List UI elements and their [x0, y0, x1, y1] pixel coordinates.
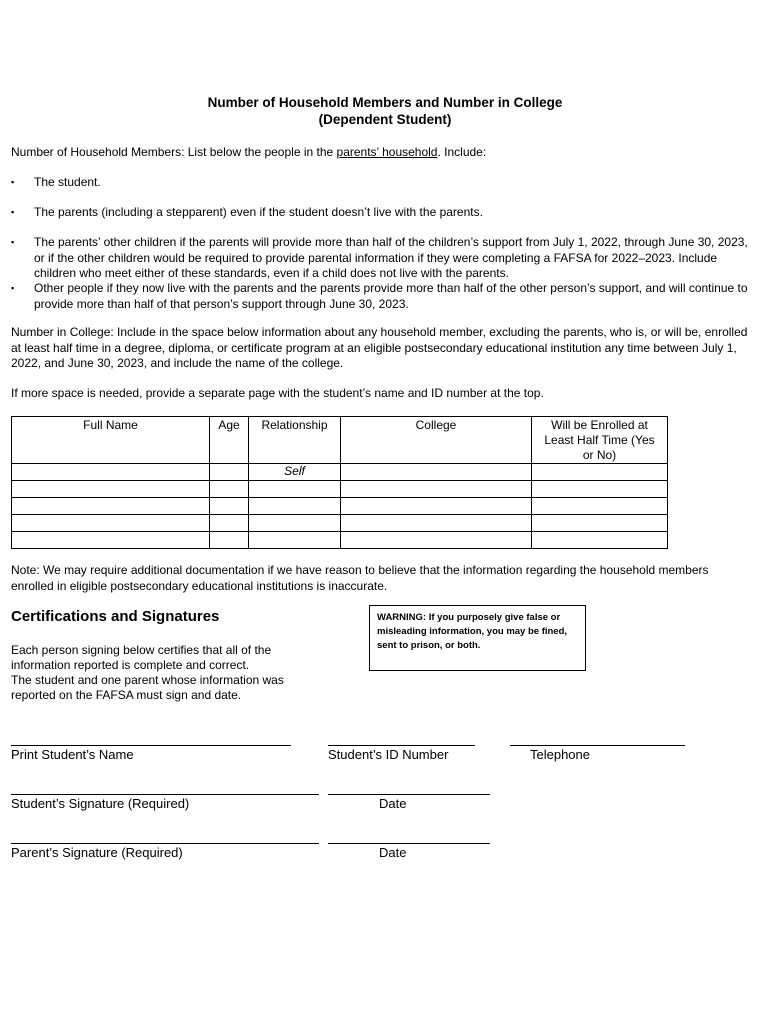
cell-enrolled[interactable] [532, 498, 668, 515]
cell-relationship[interactable] [249, 532, 341, 549]
cell-college[interactable] [341, 515, 532, 532]
cell-enrolled[interactable] [532, 532, 668, 549]
household-intro-prefix: Number of Household Members: List below the people in the [11, 145, 337, 159]
cell-relationship[interactable] [249, 481, 341, 498]
bullet-item-student: The student. [34, 175, 101, 189]
cell-full-name[interactable] [12, 515, 210, 532]
cell-full-name[interactable] [12, 481, 210, 498]
bullet-marker: ▪ [11, 207, 15, 217]
cell-college[interactable] [341, 481, 532, 498]
cell-age[interactable] [210, 464, 249, 481]
parents-household-link: parents’ household [336, 145, 438, 159]
telephone-line[interactable] [510, 745, 685, 746]
cell-full-name[interactable] [12, 498, 210, 515]
cell-age[interactable] [210, 515, 249, 532]
cell-age[interactable] [210, 498, 249, 515]
student-id-line[interactable] [328, 745, 475, 746]
cell-relationship[interactable] [249, 515, 341, 532]
header-relationship: Relationship [249, 417, 341, 464]
table-header-row [12, 417, 668, 464]
bullet-item-other-children: The parents’ other children if the parents will provide more than half of the children’s support from July 1, 2022, through June 30, 2023, or if the other children would be required to provide parental information if they were completing a FAFSA for 2022–2023. Include children who meet either of these standards, even if a child does not live with the parents. [34, 235, 748, 280]
student-date-line[interactable] [328, 794, 490, 795]
header-age: Age [210, 417, 249, 464]
print-student-name-label: Print Student’s Name [11, 747, 134, 762]
number-in-college-paragraph: Number in College: Include in the space below information about any household member, excluding the parents, who is, or will be, enrolled at least half time in a degree, diploma, or certificate program at an eligible postsecondary educational institution any time between July 1, 2022, and June 30, 2023, and include the name of the college. [11, 325, 748, 370]
certifications-heading: Certifications and Signatures [11, 608, 220, 625]
cell-full-name[interactable] [12, 532, 210, 549]
student-id-label: Student’s ID Number [328, 747, 449, 762]
cell-college[interactable] [341, 532, 532, 549]
space-note: If more space is needed, provide a separate page with the student’s name and ID number at the top. [11, 386, 544, 400]
cell-college[interactable] [341, 464, 532, 481]
cell-college[interactable] [341, 498, 532, 515]
bullet-marker: ▪ [11, 283, 15, 293]
bullet-item-other-people: Other people if they now live with the parents and the parents provide more than half of the other person’s support, and will continue to provide more than half of that person’s support through June 30, 2023. [34, 281, 748, 311]
household-intro [11, 145, 751, 161]
form-title-line2: (Dependent Student) [318, 112, 452, 127]
documentation-note: Note: We may require additional documentation if we have reason to believe that the information regarding the household members enrolled in eligible postsecondary educational institutions is inaccurate. [11, 563, 709, 593]
telephone-label: Telephone [530, 747, 590, 762]
cell-full-name[interactable] [12, 464, 210, 481]
household-intro-suffix: . Include: [437, 145, 487, 159]
cell-enrolled[interactable] [532, 464, 668, 481]
certification-statement: Each person signing below certifies that all of the information reported is complete and correct. [11, 643, 272, 672]
cell-enrolled[interactable] [532, 515, 668, 532]
bullet-marker: ▪ [11, 177, 15, 187]
cell-relationship: Self [249, 464, 341, 481]
student-date-label: Date [379, 796, 407, 811]
cell-enrolled[interactable] [532, 481, 668, 498]
student-signature-label: Student’s Signature (Required) [11, 796, 190, 811]
table-row [12, 464, 668, 481]
bullet-item-parents: The parents (including a stepparent) even if the student doesn’t live with the parents. [34, 205, 483, 219]
parent-signature-line[interactable] [11, 843, 319, 844]
bullet-marker: ▪ [11, 237, 15, 247]
cell-age[interactable] [210, 481, 249, 498]
table-row [12, 481, 668, 498]
table-row [12, 515, 668, 532]
form-title [0, 94, 770, 128]
student-name-line[interactable] [11, 745, 291, 746]
table-row [12, 532, 668, 549]
student-signature-line[interactable] [11, 794, 319, 795]
warning-box: WARNING: If you purposely give false or misleading information, you may be fined, sent to prison, or both. [369, 605, 586, 671]
header-full-name: Full Name [12, 417, 210, 464]
header-college: College [341, 417, 532, 464]
household-table [11, 416, 668, 549]
signing-requirement: The student and one parent whose information was reported on the FAFSA must sign and date. [11, 673, 284, 702]
header-enrolled: Will be Enrolled at Least Half Time (Yes or No) [532, 417, 668, 464]
parent-date-line[interactable] [328, 843, 490, 844]
cell-relationship[interactable] [249, 498, 341, 515]
parent-signature-label: Parent’s Signature (Required) [11, 845, 183, 860]
table-row [12, 498, 668, 515]
cell-age[interactable] [210, 532, 249, 549]
form-title-line1: Number of Household Members and Number in College [207, 95, 563, 110]
parent-date-label: Date [379, 845, 407, 860]
